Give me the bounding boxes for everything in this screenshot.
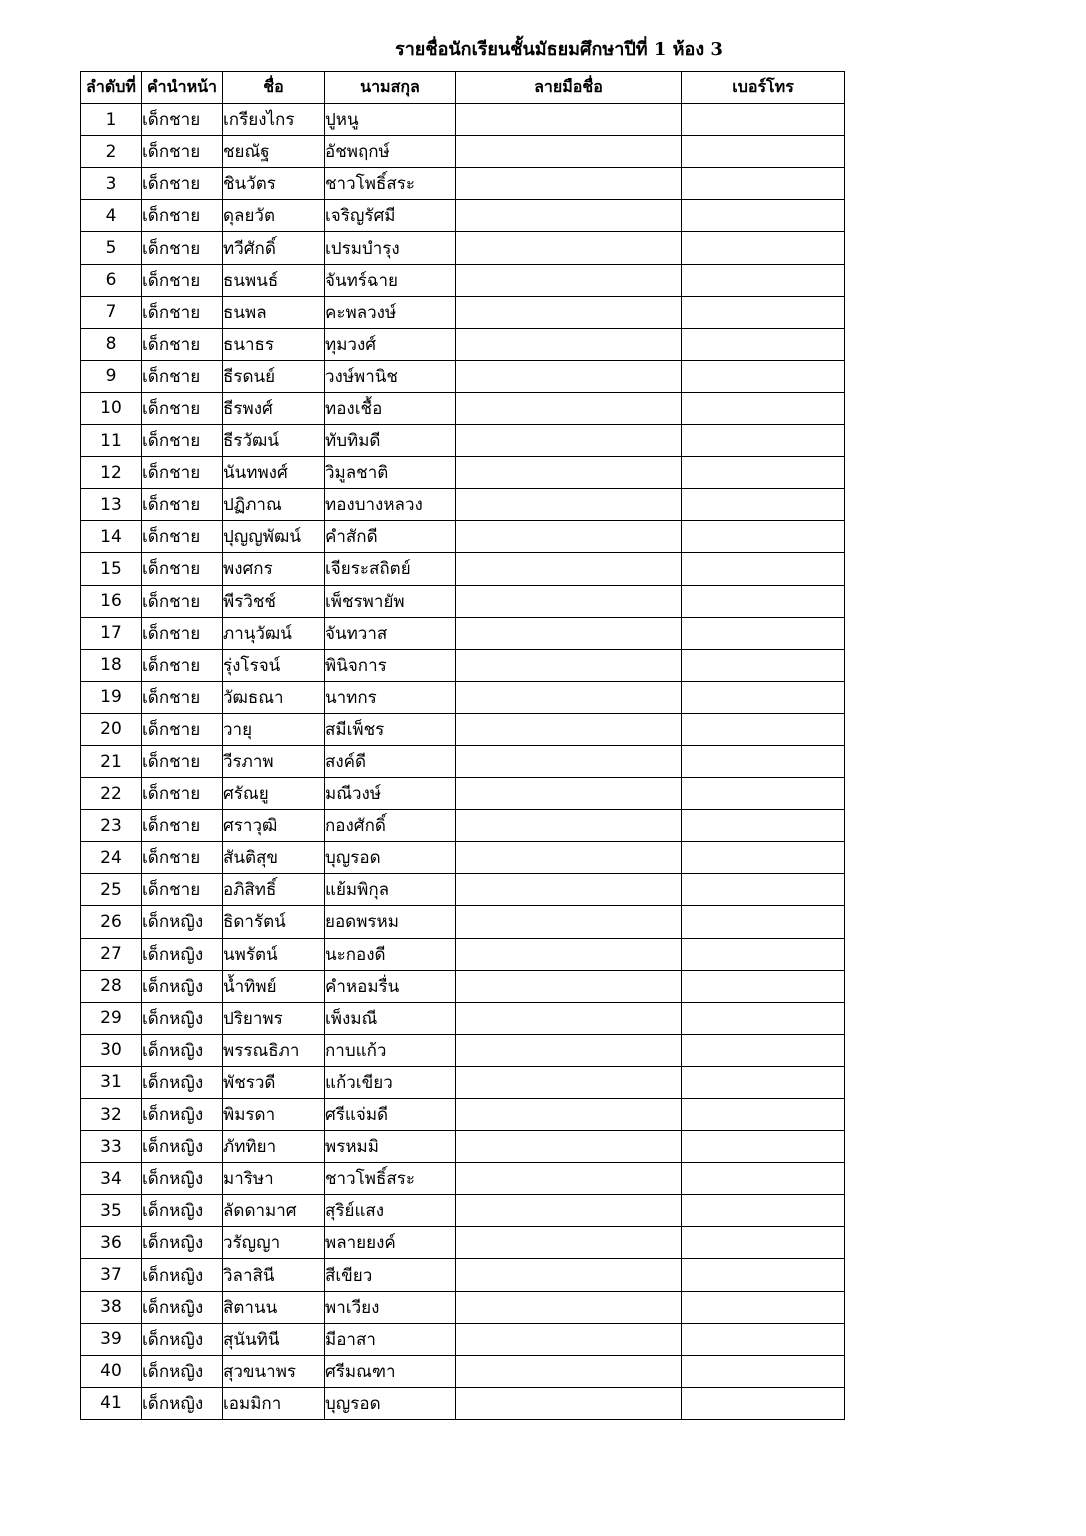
cell-signature[interactable] [456, 1355, 682, 1387]
cell-first-name: วัฒธณา [223, 681, 325, 713]
cell-signature[interactable] [456, 874, 682, 906]
cell-last-name: พาเวียง [325, 1291, 456, 1323]
page-title: รายชื่อนักเรียนชั้นมัธยมศึกษาปีที่ 1 ห้อง 3 [395, 39, 723, 60]
cell-number: 14 [81, 521, 142, 553]
cell-last-name: สีเขียว [325, 1259, 456, 1291]
table-row [81, 1131, 845, 1163]
cell-signature[interactable] [456, 200, 682, 232]
cell-first-name: วิลาสินี [223, 1259, 325, 1291]
cell-last-name: เพ็ชรพายัพ [325, 585, 456, 617]
cell-last-name: เจียระสถิตย์ [325, 553, 456, 585]
cell-number: 31 [81, 1066, 142, 1098]
cell-number: 36 [81, 1227, 142, 1259]
cell-number: 7 [81, 296, 142, 328]
cell-signature[interactable] [456, 1099, 682, 1131]
cell-number: 13 [81, 489, 142, 521]
cell-last-name: บุญรอด [325, 1387, 456, 1419]
cell-first-name: ทวีศักดิ์ [223, 232, 325, 264]
cell-phone[interactable] [682, 778, 845, 810]
cell-phone[interactable] [682, 585, 845, 617]
cell-number: 9 [81, 360, 142, 392]
cell-phone[interactable] [682, 104, 845, 136]
cell-signature[interactable] [456, 617, 682, 649]
table-row [81, 1163, 845, 1195]
cell-phone[interactable] [682, 681, 845, 713]
cell-phone[interactable] [682, 810, 845, 842]
cell-prefix: เด็กหญิง [142, 1163, 223, 1195]
cell-number: 40 [81, 1355, 142, 1387]
table-row [81, 200, 845, 232]
cell-first-name: ปุญญพัฒน์ [223, 521, 325, 553]
cell-first-name: ธิดารัตน์ [223, 906, 325, 938]
cell-signature[interactable] [456, 1227, 682, 1259]
cell-number: 20 [81, 713, 142, 745]
cell-phone[interactable] [682, 1195, 845, 1227]
cell-phone[interactable] [682, 457, 845, 489]
cell-signature[interactable] [456, 681, 682, 713]
table-row [81, 1195, 845, 1227]
table-row [81, 489, 845, 521]
cell-signature[interactable] [456, 232, 682, 264]
cell-prefix: เด็กหญิง [142, 970, 223, 1002]
cell-first-name: ธีรวัฒน์ [223, 425, 325, 457]
cell-first-name: พิมรดา [223, 1099, 325, 1131]
cell-phone[interactable] [682, 360, 845, 392]
cell-signature[interactable] [456, 521, 682, 553]
cell-last-name: ปูหนู [325, 104, 456, 136]
cell-last-name: พรหมมิ [325, 1131, 456, 1163]
cell-number: 17 [81, 617, 142, 649]
cell-number: 1 [81, 104, 142, 136]
cell-number: 34 [81, 1163, 142, 1195]
cell-first-name: พีรวิชช์ [223, 585, 325, 617]
cell-signature[interactable] [456, 938, 682, 970]
cell-number: 3 [81, 168, 142, 200]
cell-last-name: คำหอมรื่น [325, 970, 456, 1002]
table-row [81, 745, 845, 777]
cell-number: 37 [81, 1259, 142, 1291]
cell-prefix: เด็กหญิง [142, 1259, 223, 1291]
cell-signature[interactable] [456, 906, 682, 938]
table-row [81, 521, 845, 553]
cell-signature[interactable] [456, 970, 682, 1002]
header-no: ลำดับที่ [81, 72, 142, 104]
table-row [81, 649, 845, 681]
cell-prefix: เด็กหญิง [142, 1355, 223, 1387]
cell-first-name: วรัญญา [223, 1227, 325, 1259]
cell-prefix: เด็กหญิง [142, 1387, 223, 1419]
table-row [81, 585, 845, 617]
cell-first-name: สุนันทินี [223, 1323, 325, 1355]
cell-phone[interactable] [682, 296, 845, 328]
cell-last-name: นาทกร [325, 681, 456, 713]
table-row [81, 232, 845, 264]
cell-number: 28 [81, 970, 142, 1002]
cell-signature[interactable] [456, 264, 682, 296]
cell-first-name: พรรณธิภา [223, 1034, 325, 1066]
cell-last-name: ทองบางหลวง [325, 489, 456, 521]
cell-phone[interactable] [682, 200, 845, 232]
cell-phone[interactable] [682, 1163, 845, 1195]
cell-signature[interactable] [456, 1387, 682, 1419]
table-row [81, 713, 845, 745]
cell-phone[interactable] [682, 745, 845, 777]
table-row [81, 553, 845, 585]
cell-first-name: ธนพนธ์ [223, 264, 325, 296]
cell-phone[interactable] [682, 1034, 845, 1066]
cell-phone[interactable] [682, 136, 845, 168]
cell-signature[interactable] [456, 360, 682, 392]
table-row [81, 1099, 845, 1131]
cell-last-name: ชาวโพธิ์สระ [325, 1163, 456, 1195]
cell-phone[interactable] [682, 1227, 845, 1259]
table-row [81, 906, 845, 938]
cell-phone[interactable] [682, 1131, 845, 1163]
cell-last-name: พลายยงค์ [325, 1227, 456, 1259]
cell-prefix: เด็กหญิง [142, 1002, 223, 1034]
cell-last-name: ทุมวงศ์ [325, 328, 456, 360]
cell-signature[interactable] [456, 810, 682, 842]
table-row [81, 938, 845, 970]
table-row [81, 1002, 845, 1034]
student-roster-table [80, 71, 845, 1420]
cell-phone[interactable] [682, 489, 845, 521]
cell-prefix: เด็กชาย [142, 104, 223, 136]
cell-prefix: เด็กชาย [142, 874, 223, 906]
cell-signature[interactable] [456, 328, 682, 360]
cell-prefix: เด็กหญิง [142, 1291, 223, 1323]
cell-number: 22 [81, 778, 142, 810]
cell-phone[interactable] [682, 168, 845, 200]
cell-number: 21 [81, 745, 142, 777]
cell-prefix: เด็กชาย [142, 296, 223, 328]
cell-prefix: เด็กหญิง [142, 1034, 223, 1066]
cell-number: 12 [81, 457, 142, 489]
cell-number: 5 [81, 232, 142, 264]
cell-first-name: ภัททิยา [223, 1131, 325, 1163]
cell-phone[interactable] [682, 617, 845, 649]
cell-signature[interactable] [456, 489, 682, 521]
cell-signature[interactable] [456, 1163, 682, 1195]
cell-number: 39 [81, 1323, 142, 1355]
cell-prefix: เด็กหญิง [142, 1099, 223, 1131]
cell-last-name: วิมูลชาติ [325, 457, 456, 489]
cell-number: 11 [81, 425, 142, 457]
cell-first-name: ธีรดนย์ [223, 360, 325, 392]
cell-signature[interactable] [456, 1131, 682, 1163]
cell-last-name: ทองเชื้อ [325, 392, 456, 424]
cell-first-name: สิตานน [223, 1291, 325, 1323]
cell-number: 6 [81, 264, 142, 296]
table-row [81, 1066, 845, 1098]
cell-phone[interactable] [682, 232, 845, 264]
table-row [81, 1387, 845, 1419]
header-last-name: นามสกุล [325, 72, 456, 104]
table-row [81, 457, 845, 489]
cell-phone[interactable] [682, 1099, 845, 1131]
cell-last-name: แก้วเขียว [325, 1066, 456, 1098]
cell-phone[interactable] [682, 874, 845, 906]
cell-signature[interactable] [456, 1259, 682, 1291]
table-row [81, 1355, 845, 1387]
cell-phone[interactable] [682, 264, 845, 296]
cell-first-name: สุวขนาพร [223, 1355, 325, 1387]
cell-last-name: นะกองดี [325, 938, 456, 970]
cell-last-name: ศรีมณฑา [325, 1355, 456, 1387]
table-row [81, 1323, 845, 1355]
cell-number: 41 [81, 1387, 142, 1419]
cell-prefix: เด็กชาย [142, 264, 223, 296]
cell-last-name: พินิจการ [325, 649, 456, 681]
cell-first-name: อภิสิทธิ์ [223, 874, 325, 906]
cell-phone[interactable] [682, 1066, 845, 1098]
cell-prefix: เด็กชาย [142, 457, 223, 489]
table-row [81, 617, 845, 649]
table-row [81, 1034, 845, 1066]
cell-number: 25 [81, 874, 142, 906]
header-first-name: ชื่อ [223, 72, 325, 104]
cell-first-name: ดุลยวัต [223, 200, 325, 232]
cell-last-name: อัชพฤกษ์ [325, 136, 456, 168]
table-row [81, 1291, 845, 1323]
cell-first-name: นันทพงศ์ [223, 457, 325, 489]
cell-first-name: รุ่งโรจน์ [223, 649, 325, 681]
cell-signature[interactable] [456, 649, 682, 681]
cell-number: 30 [81, 1034, 142, 1066]
cell-signature[interactable] [456, 585, 682, 617]
cell-first-name: ปริยาพร [223, 1002, 325, 1034]
cell-number: 23 [81, 810, 142, 842]
cell-first-name: วายุ [223, 713, 325, 745]
cell-signature[interactable] [456, 1002, 682, 1034]
cell-first-name: เกรียงไกร [223, 104, 325, 136]
table-row [81, 810, 845, 842]
cell-last-name: มีอาสา [325, 1323, 456, 1355]
cell-first-name: น้ำทิพย์ [223, 970, 325, 1002]
cell-last-name: บุญรอด [325, 842, 456, 874]
cell-number: 26 [81, 906, 142, 938]
cell-phone[interactable] [682, 553, 845, 585]
cell-number: 18 [81, 649, 142, 681]
cell-number: 29 [81, 1002, 142, 1034]
cell-prefix: เด็กชาย [142, 585, 223, 617]
cell-prefix: เด็กหญิง [142, 1195, 223, 1227]
cell-first-name: สันติสุข [223, 842, 325, 874]
cell-signature[interactable] [456, 1323, 682, 1355]
cell-prefix: เด็กหญิง [142, 938, 223, 970]
cell-last-name: เจริญรัศมี [325, 200, 456, 232]
cell-prefix: เด็กชาย [142, 168, 223, 200]
cell-prefix: เด็กชาย [142, 232, 223, 264]
cell-first-name: ธนพล [223, 296, 325, 328]
cell-phone[interactable] [682, 649, 845, 681]
cell-last-name: ชาวโพธิ์สระ [325, 168, 456, 200]
table-row [81, 392, 845, 424]
cell-prefix: เด็กชาย [142, 425, 223, 457]
table-row [81, 681, 845, 713]
cell-phone[interactable] [682, 1355, 845, 1387]
cell-number: 10 [81, 392, 142, 424]
cell-signature[interactable] [456, 136, 682, 168]
cell-signature[interactable] [456, 1066, 682, 1098]
cell-prefix: เด็กชาย [142, 392, 223, 424]
cell-number: 16 [81, 585, 142, 617]
cell-signature[interactable] [456, 296, 682, 328]
cell-prefix: เด็กชาย [142, 200, 223, 232]
cell-number: 24 [81, 842, 142, 874]
cell-signature[interactable] [456, 392, 682, 424]
cell-first-name: ธนาธร [223, 328, 325, 360]
cell-phone[interactable] [682, 938, 845, 970]
cell-first-name: นพรัตน์ [223, 938, 325, 970]
cell-number: 35 [81, 1195, 142, 1227]
cell-phone[interactable] [682, 392, 845, 424]
table-row [81, 104, 845, 136]
cell-signature[interactable] [456, 1291, 682, 1323]
cell-signature[interactable] [456, 842, 682, 874]
cell-last-name: ยอดพรหม [325, 906, 456, 938]
table-row [81, 842, 845, 874]
cell-prefix: เด็กชาย [142, 713, 223, 745]
cell-prefix: เด็กหญิง [142, 1323, 223, 1355]
cell-last-name: คะพลวงษ์ [325, 296, 456, 328]
cell-signature[interactable] [456, 1034, 682, 1066]
cell-prefix: เด็กชาย [142, 617, 223, 649]
cell-first-name: วีรภาพ [223, 745, 325, 777]
table-row [81, 970, 845, 1002]
cell-phone[interactable] [682, 521, 845, 553]
cell-first-name: ศรัณยู [223, 778, 325, 810]
cell-number: 32 [81, 1099, 142, 1131]
cell-first-name: ปฏิภาณ [223, 489, 325, 521]
cell-number: 4 [81, 200, 142, 232]
cell-first-name: เอมมิกา [223, 1387, 325, 1419]
cell-phone[interactable] [682, 328, 845, 360]
cell-prefix: เด็กชาย [142, 810, 223, 842]
cell-number: 15 [81, 553, 142, 585]
cell-signature[interactable] [456, 168, 682, 200]
cell-prefix: เด็กชาย [142, 778, 223, 810]
header-signature: ลายมือชื่อ [456, 72, 682, 104]
cell-phone[interactable] [682, 970, 845, 1002]
cell-phone[interactable] [682, 1002, 845, 1034]
cell-phone[interactable] [682, 1323, 845, 1355]
cell-last-name: ศรีแจ่มดี [325, 1099, 456, 1131]
cell-signature[interactable] [456, 553, 682, 585]
cell-last-name: วงษ์พานิช [325, 360, 456, 392]
cell-signature[interactable] [456, 425, 682, 457]
cell-phone[interactable] [682, 1259, 845, 1291]
cell-first-name: ชินวัตร [223, 168, 325, 200]
cell-prefix: เด็กชาย [142, 842, 223, 874]
table-row [81, 328, 845, 360]
cell-phone[interactable] [682, 1387, 845, 1419]
cell-signature[interactable] [456, 457, 682, 489]
cell-prefix: เด็กชาย [142, 649, 223, 681]
table-row [81, 778, 845, 810]
table-row [81, 1227, 845, 1259]
cell-prefix: เด็กชาย [142, 328, 223, 360]
table-row [81, 296, 845, 328]
cell-first-name: พงศกร [223, 553, 325, 585]
cell-last-name: จันทร์ฉาย [325, 264, 456, 296]
cell-last-name: สุริย์แสง [325, 1195, 456, 1227]
header-prefix: คำนำหน้า [142, 72, 223, 104]
cell-last-name: แย้มพิกุล [325, 874, 456, 906]
header-row [81, 72, 845, 104]
cell-first-name: ธีรพงศ์ [223, 392, 325, 424]
cell-last-name: เปรมบำรุง [325, 232, 456, 264]
cell-number: 8 [81, 328, 142, 360]
cell-prefix: เด็กชาย [142, 553, 223, 585]
cell-signature[interactable] [456, 713, 682, 745]
cell-last-name: กองศักดิ์ [325, 810, 456, 842]
cell-number: 19 [81, 681, 142, 713]
cell-last-name: เพ็งมณี [325, 1002, 456, 1034]
cell-prefix: เด็กหญิง [142, 1131, 223, 1163]
table-row [81, 136, 845, 168]
table-row [81, 874, 845, 906]
cell-signature[interactable] [456, 745, 682, 777]
header-phone: เบอร์โทร [682, 72, 845, 104]
cell-first-name: ลัดดามาศ [223, 1195, 325, 1227]
cell-last-name: สมีเพ็ชร [325, 713, 456, 745]
cell-prefix: เด็กชาย [142, 360, 223, 392]
cell-first-name: พัชรวดี [223, 1066, 325, 1098]
cell-last-name: มณีวงษ์ [325, 778, 456, 810]
cell-number: 27 [81, 938, 142, 970]
cell-phone[interactable] [682, 713, 845, 745]
cell-phone[interactable] [682, 906, 845, 938]
cell-number: 2 [81, 136, 142, 168]
cell-phone[interactable] [682, 1291, 845, 1323]
cell-number: 38 [81, 1291, 142, 1323]
cell-signature[interactable] [456, 104, 682, 136]
cell-prefix: เด็กหญิง [142, 1066, 223, 1098]
cell-prefix: เด็กชาย [142, 136, 223, 168]
cell-last-name: ทับทิมดี [325, 425, 456, 457]
roster-body [81, 104, 845, 1420]
cell-first-name: มาริษา [223, 1163, 325, 1195]
cell-prefix: เด็กชาย [142, 521, 223, 553]
cell-prefix: เด็กหญิง [142, 906, 223, 938]
cell-phone[interactable] [682, 425, 845, 457]
table-row [81, 425, 845, 457]
table-row [81, 264, 845, 296]
cell-first-name: ชยณัฐ [223, 136, 325, 168]
cell-last-name: คำสักดี [325, 521, 456, 553]
table-row [81, 1259, 845, 1291]
cell-signature[interactable] [456, 1195, 682, 1227]
cell-signature[interactable] [456, 778, 682, 810]
cell-prefix: เด็กชาย [142, 745, 223, 777]
table-row [81, 168, 845, 200]
cell-last-name: จันทวาส [325, 617, 456, 649]
cell-first-name: ศราวุฒิ [223, 810, 325, 842]
cell-first-name: ภานุวัฒน์ [223, 617, 325, 649]
cell-phone[interactable] [682, 842, 845, 874]
table-row [81, 360, 845, 392]
cell-last-name: สงค์ดี [325, 745, 456, 777]
cell-prefix: เด็กชาย [142, 489, 223, 521]
cell-prefix: เด็กหญิง [142, 1227, 223, 1259]
cell-last-name: กาบแก้ว [325, 1034, 456, 1066]
cell-prefix: เด็กชาย [142, 681, 223, 713]
cell-number: 33 [81, 1131, 142, 1163]
